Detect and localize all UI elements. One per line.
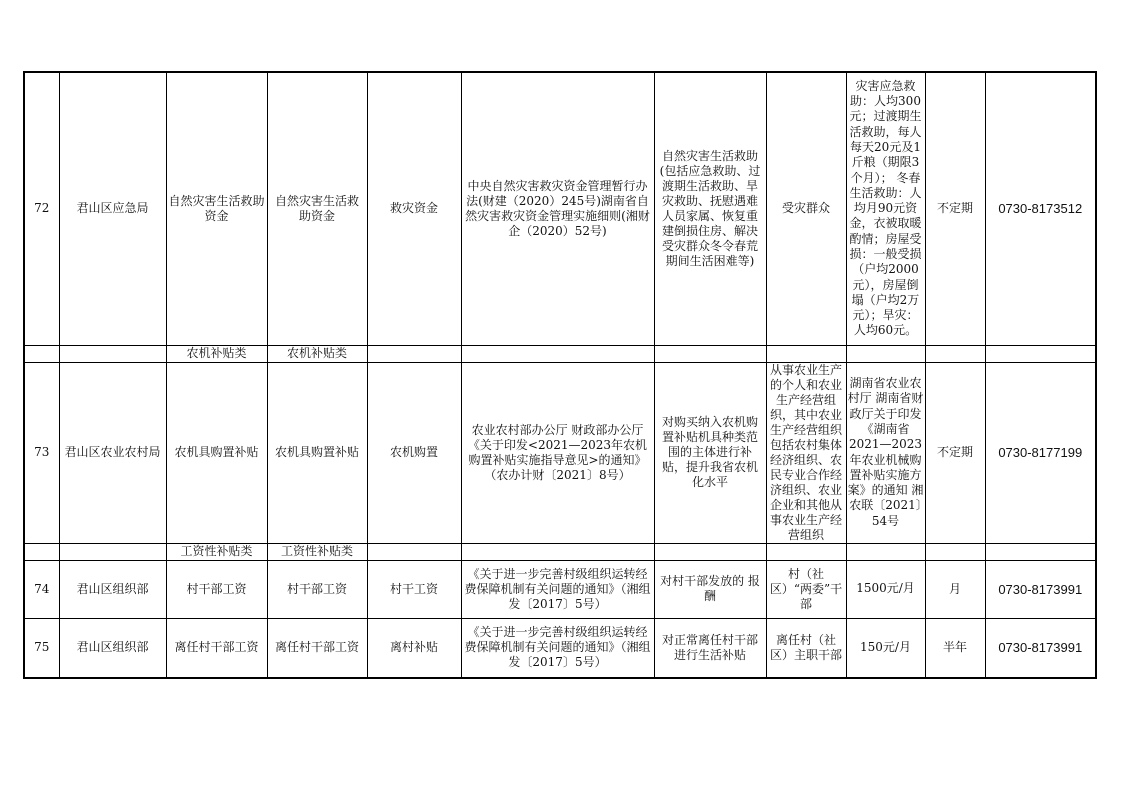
subsidy-cell: 村干部工资: [267, 560, 367, 618]
table-row: [24, 72, 1096, 345]
table-row: [24, 362, 1096, 543]
empty-cell: [24, 345, 59, 362]
purpose-cell: 自然灾害生活救助(包括应急救助、过渡期生活救助、旱灾救助、抚慰遇难人员家属、恢复重建倒损住房、解决受灾群众冬令春荒期间生活困难等): [654, 72, 766, 345]
empty-cell: [24, 543, 59, 560]
standard-cell: 150元/月: [846, 618, 925, 678]
table-row: [24, 618, 1096, 678]
subsidy-cell: 农机具购置补贴: [267, 362, 367, 543]
empty-cell: [59, 345, 166, 362]
empty-cell: [925, 345, 985, 362]
row-number: 74: [24, 560, 59, 618]
standard-cell: 灾害应急救助：人均300元；过渡期生活救助，每人每天20元及1斤粮（期限3个月）； 冬春生活救助：人均月90元资金，衣被取暖酌情；房屋受损：一般受损（户均2000元），房屋倒塌（户均2万元）；旱灾：人均60元。: [846, 72, 925, 345]
target-cell: 从事农业生产的个人和农业生产经营组织，其中农业生产经营组织包括农村集体经济组织、农民专业合作经济组织、农业企业和其他从事农业生产经营组织: [766, 362, 846, 543]
empty-cell: [846, 345, 925, 362]
empty-cell: [846, 543, 925, 560]
empty-cell: [461, 543, 654, 560]
row-number: 72: [24, 72, 59, 345]
subsidy-cell: 自然灾害生活救助资金: [267, 72, 367, 345]
empty-cell: [985, 345, 1096, 362]
fund-type-cell: 农机购置: [367, 362, 461, 543]
policy-basis-cell: 中央自然灾害救灾资金管理暂行办法(财建（2020）245号)湖南省自然灾害救灾资金管理实施细则(湘财企（2020）52号): [461, 72, 654, 345]
policy-basis-cell: 农业农村部办公厅 财政部办公厅《关于印发<2021—2023年农机购置补贴实施指导意见>的通知》（农办计财〔2021〕8号）: [461, 362, 654, 543]
purpose-cell: 对正常离任村干部进行生活补贴: [654, 618, 766, 678]
phone-cell: 0730-8177199: [985, 362, 1096, 543]
category-label: 农机补贴类: [166, 345, 267, 362]
standard-cell: 湖南省农业农村厅 湖南省财政厅关于印发《湖南省2021—2023年农业机械购置补贴实施方案》的通知 湘农联〔2021〕54号: [846, 362, 925, 543]
target-cell: 离任村（社区）主职干部: [766, 618, 846, 678]
category-label: 农机补贴类: [267, 345, 367, 362]
policy-basis-cell: 《关于进一步完善村级组织运转经费保障机制有关问题的通知》（湘组发〔2017〕5号）: [461, 560, 654, 618]
category-label: 工资性补贴类: [166, 543, 267, 560]
project-cell: 村干部工资: [166, 560, 267, 618]
purpose-cell: 对购买纳入农机购置补贴机具种类范围的主体进行补贴，提升我省农机化水平: [654, 362, 766, 543]
fund-type-cell: 救灾资金: [367, 72, 461, 345]
empty-cell: [654, 345, 766, 362]
purpose-cell: 对村干部发放的 报酬: [654, 560, 766, 618]
empty-cell: [766, 345, 846, 362]
subsidy-table: [23, 71, 1097, 679]
empty-cell: [985, 543, 1096, 560]
target-cell: 受灾群众: [766, 72, 846, 345]
department-cell: 君山区组织部: [59, 618, 166, 678]
fund-type-cell: 村干工资: [367, 560, 461, 618]
frequency-cell: 半年: [925, 618, 985, 678]
project-cell: 自然灾害生活救助资金: [166, 72, 267, 345]
category-row: [24, 543, 1096, 560]
empty-cell: [367, 543, 461, 560]
fund-type-cell: 离村补贴: [367, 618, 461, 678]
category-row: [24, 345, 1096, 362]
project-cell: 农机具购置补贴: [166, 362, 267, 543]
category-label: 工资性补贴类: [267, 543, 367, 560]
frequency-cell: 不定期: [925, 362, 985, 543]
phone-cell: 0730-8173991: [985, 560, 1096, 618]
empty-cell: [766, 543, 846, 560]
subsidy-cell: 离任村干部工资: [267, 618, 367, 678]
department-cell: 君山区应急局: [59, 72, 166, 345]
empty-cell: [925, 543, 985, 560]
department-cell: 君山区组织部: [59, 560, 166, 618]
target-cell: 村（社区）“两委”干部: [766, 560, 846, 618]
department-cell: 君山区农业农村局: [59, 362, 166, 543]
phone-cell: 0730-8173991: [985, 618, 1096, 678]
empty-cell: [59, 543, 166, 560]
row-number: 75: [24, 618, 59, 678]
standard-cell: 1500元/月: [846, 560, 925, 618]
policy-basis-cell: 《关于进一步完善村级组织运转经费保障机制有关问题的通知》（湘组发〔2017〕5号）: [461, 618, 654, 678]
table-row: [24, 560, 1096, 618]
phone-cell: 0730-8173512: [985, 72, 1096, 345]
empty-cell: [461, 345, 654, 362]
frequency-cell: 月: [925, 560, 985, 618]
row-number: 73: [24, 362, 59, 543]
frequency-cell: 不定期: [925, 72, 985, 345]
project-cell: 离任村干部工资: [166, 618, 267, 678]
empty-cell: [654, 543, 766, 560]
empty-cell: [367, 345, 461, 362]
